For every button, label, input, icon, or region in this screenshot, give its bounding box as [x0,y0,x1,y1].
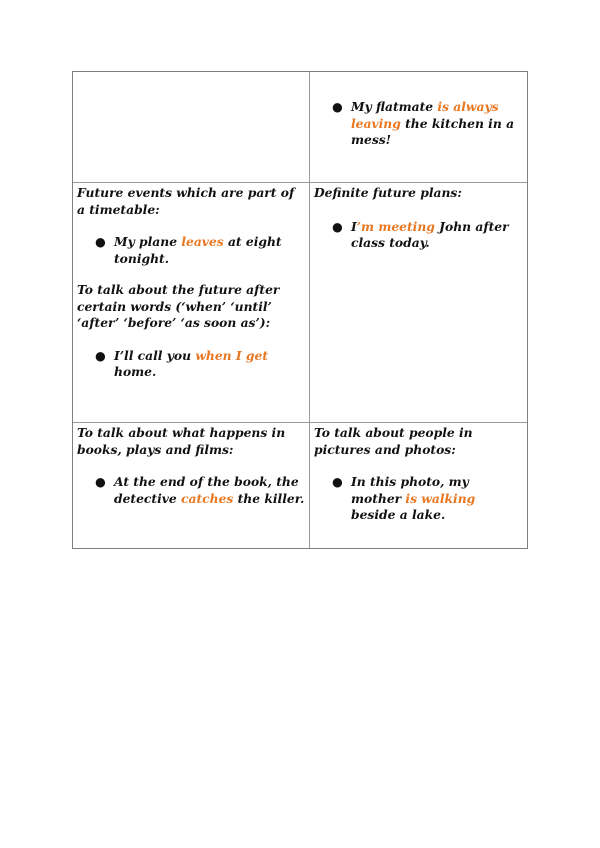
example-highlight: leaves [181,234,224,249]
example-text: At the end of the book, the detective [114,474,299,506]
example-highlight: catches [181,490,234,506]
cell-heading: Definite future plans: [314,185,462,200]
bullet-icon: ● [332,99,343,114]
example-text: My plane [114,234,182,249]
example-text: In this photo, my mother [351,474,469,506]
example-item [314,474,523,524]
example-text: My flatmate [351,99,438,114]
cell-heading: To talk about people in pictures and photos: [314,425,473,457]
example-list [77,234,305,267]
example-item [77,348,305,381]
example-highlight: ’m meeting [356,218,435,234]
example-highlight: is walking [405,490,476,506]
example-list [314,99,523,149]
example-item [77,474,305,507]
example-list [314,474,523,524]
example-text: the kitchen in a mess! [351,115,515,147]
bullet-icon: ● [95,347,106,363]
cell-top-left-empty [73,72,310,183]
cell-timetable [73,183,310,423]
cell-heading: To talk about the future after certain words (‘when’ ‘until’ ‘after’ ‘before’ ‘as soon as’): [77,282,280,330]
example-text: the killer. [233,490,305,506]
example-item [77,234,305,267]
example-text: I [351,218,357,234]
cell-heading: Future events which are part of a timetable: [77,185,295,217]
bullet-icon: ● [332,218,343,234]
example-highlight: when I get [195,347,269,363]
example-text: I’ll call you [114,347,196,363]
cell-books [73,423,310,548]
example-list [77,348,305,381]
example-list [77,474,305,507]
example-list [314,219,523,252]
bullet-icon: ● [332,474,343,489]
example-text: beside a lake. [351,507,446,522]
example-text: home. [114,364,157,379]
cell-photos [310,423,527,548]
example-highlight: is always leaving [351,99,499,131]
example-text: John after class today. [351,218,509,250]
grammar-table [72,71,528,549]
example-item [314,99,523,149]
example-text: at eight tonight. [114,234,282,266]
bullet-icon: ● [95,234,106,249]
cell-future-plans [310,183,527,423]
bullet-icon: ● [95,474,106,489]
example-item [314,219,523,252]
cell-heading: To talk about what happens in books, plays and films: [77,425,286,457]
cell-top-right [310,72,527,183]
